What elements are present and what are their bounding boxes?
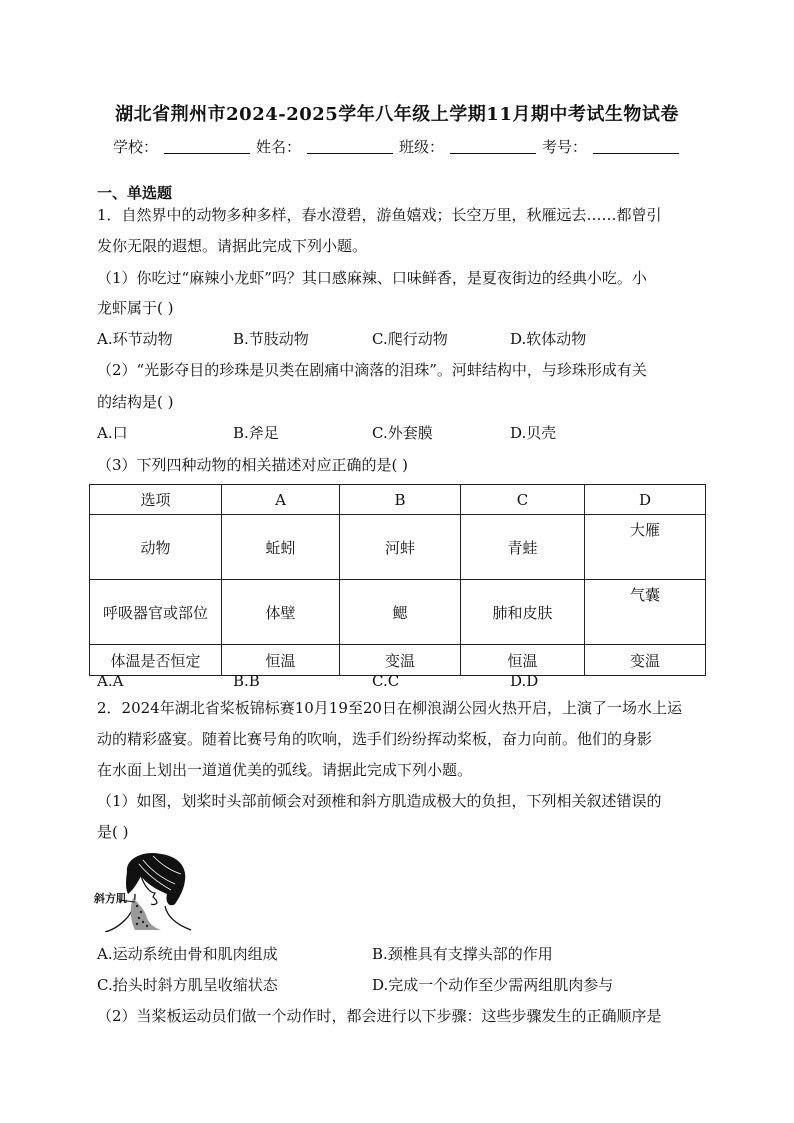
option-c[interactable]: C.爬行动物: [372, 330, 448, 348]
option-b[interactable]: B.颈椎具有支撑头部的作用: [372, 945, 553, 963]
table-cell: C: [461, 485, 585, 515]
table-cell: 变温: [585, 645, 706, 676]
name-label: 姓名：: [255, 138, 301, 156]
option-a[interactable]: A.运动系统由骨和肌肉组成: [97, 945, 278, 963]
exam-title: 湖北省荆州市2024-2025学年八年级上学期11月期中考试生物试卷: [115, 104, 679, 125]
option-c[interactable]: C.外套膜: [372, 424, 433, 442]
option-c[interactable]: C.抬头时斜方肌呈收缩状态: [97, 976, 278, 994]
q1-sub2-line2: 的结构是( ): [97, 393, 174, 411]
table-cell: 气囊: [585, 580, 706, 645]
table-cell: 鳃: [340, 580, 461, 645]
number-field[interactable]: [593, 139, 679, 154]
school-label: 学校：: [112, 138, 158, 156]
option-d[interactable]: D.完成一个动作至少需两组肌肉参与: [372, 976, 614, 994]
q1-sub2-line1: （2）“光影夺目的珍珠是贝类在剧痛中滴落的泪珠”。河蚌结构中，与珍珠形成有关: [97, 361, 647, 379]
option-b[interactable]: B.斧足: [233, 424, 279, 442]
option-c[interactable]: C.C: [372, 672, 400, 690]
school-field[interactable]: [164, 139, 250, 154]
option-d[interactable]: D.贝壳: [510, 424, 557, 442]
q1-sub3-line1: （3）下列四种动物的相关描述对应正确的是( ): [97, 456, 409, 474]
q2-sub1-line2: 是( ): [97, 823, 129, 841]
table-cell: 大雁: [585, 515, 706, 580]
table-cell: 蚯蚓: [222, 515, 340, 580]
table-cell: 动物: [90, 515, 222, 580]
figure-label: 斜方肌: [94, 892, 127, 905]
table-row: [90, 515, 706, 580]
table-row: [90, 485, 706, 515]
option-a[interactable]: A.A: [97, 672, 124, 690]
q2-stem-line3: 在水面上划出一道道优美的弧线。请据此完成下列小题。: [97, 761, 473, 779]
student-info-row: [0, 136, 794, 157]
table-row: [90, 580, 706, 645]
option-d[interactable]: D.软体动物: [510, 330, 587, 348]
q1-sub1-line2: 龙虾属于( ): [97, 299, 174, 317]
class-label: 班级：: [399, 138, 445, 156]
option-a[interactable]: A.环节动物: [97, 330, 173, 348]
q2-stem-line1: 2．2024年湖北省桨板锦标赛10月19至20日在柳浪湖公园火热开启，上演了一场水上运: [97, 699, 682, 717]
table-cell: 恒温: [461, 645, 585, 676]
table-cell: 体壁: [222, 580, 340, 645]
table-cell: D: [585, 485, 706, 515]
q1-sub1-options: [97, 329, 701, 349]
option-b[interactable]: B.节肢动物: [233, 330, 309, 348]
option-b[interactable]: B.B: [233, 672, 260, 690]
q1-sub3-options: [97, 671, 701, 691]
table-cell: 恒温: [222, 645, 340, 676]
trapezius-figure: [95, 850, 207, 932]
section-heading: 一、单选题: [97, 184, 173, 202]
table-cell: 肺和皮肤: [461, 580, 585, 645]
name-field[interactable]: [307, 139, 393, 154]
option-a[interactable]: A.口: [97, 424, 128, 442]
q1-stem-line2: 发你无限的遐想。请据此完成下列小题。: [97, 237, 368, 255]
q2-sub2-line1: （2）当桨板运动员们做一个动作时，都会进行以下步骤：这些步骤发生的正确顺序是: [97, 1007, 662, 1025]
q1-stem-line1: 1．自然界中的动物多种多样，春水澄碧，游鱼嬉戏；长空万里，秋雁远去……都曾引: [97, 206, 662, 224]
q2-stem-line2: 动的精彩盛宴。随着比赛号角的吹响，选手们纷纷挥动桨板，奋力向前。他们的身影: [97, 730, 653, 748]
table-cell: B: [340, 485, 461, 515]
class-field[interactable]: [450, 139, 536, 154]
q1-sub1-line1: （1）你吃过“麻辣小龙虾”吗？其口感麻辣、口味鲜香，是夏夜街边的经典小吃。小: [97, 269, 647, 287]
q2-sub1-line1: （1）如图，划桨时头部前倾会对颈椎和斜方肌造成极大的负担，下列相关叙述错误的: [97, 792, 662, 810]
table-cell: 选项: [90, 485, 222, 515]
table-cell: 青蛙: [461, 515, 585, 580]
table-cell: 呼吸器官或部位: [90, 580, 222, 645]
table-cell: 河蚌: [340, 515, 461, 580]
q2-sub1-options-row1: [97, 944, 701, 964]
table-cell: 体温是否恒定: [90, 645, 222, 676]
number-label: 考号：: [542, 138, 588, 156]
table-cell: A: [222, 485, 340, 515]
q2-sub1-options-row2: [97, 975, 701, 995]
animal-comparison-table: [89, 484, 706, 676]
table-cell: 变温: [340, 645, 461, 676]
q1-sub2-options: [97, 423, 701, 443]
option-d[interactable]: D.D: [510, 672, 539, 690]
